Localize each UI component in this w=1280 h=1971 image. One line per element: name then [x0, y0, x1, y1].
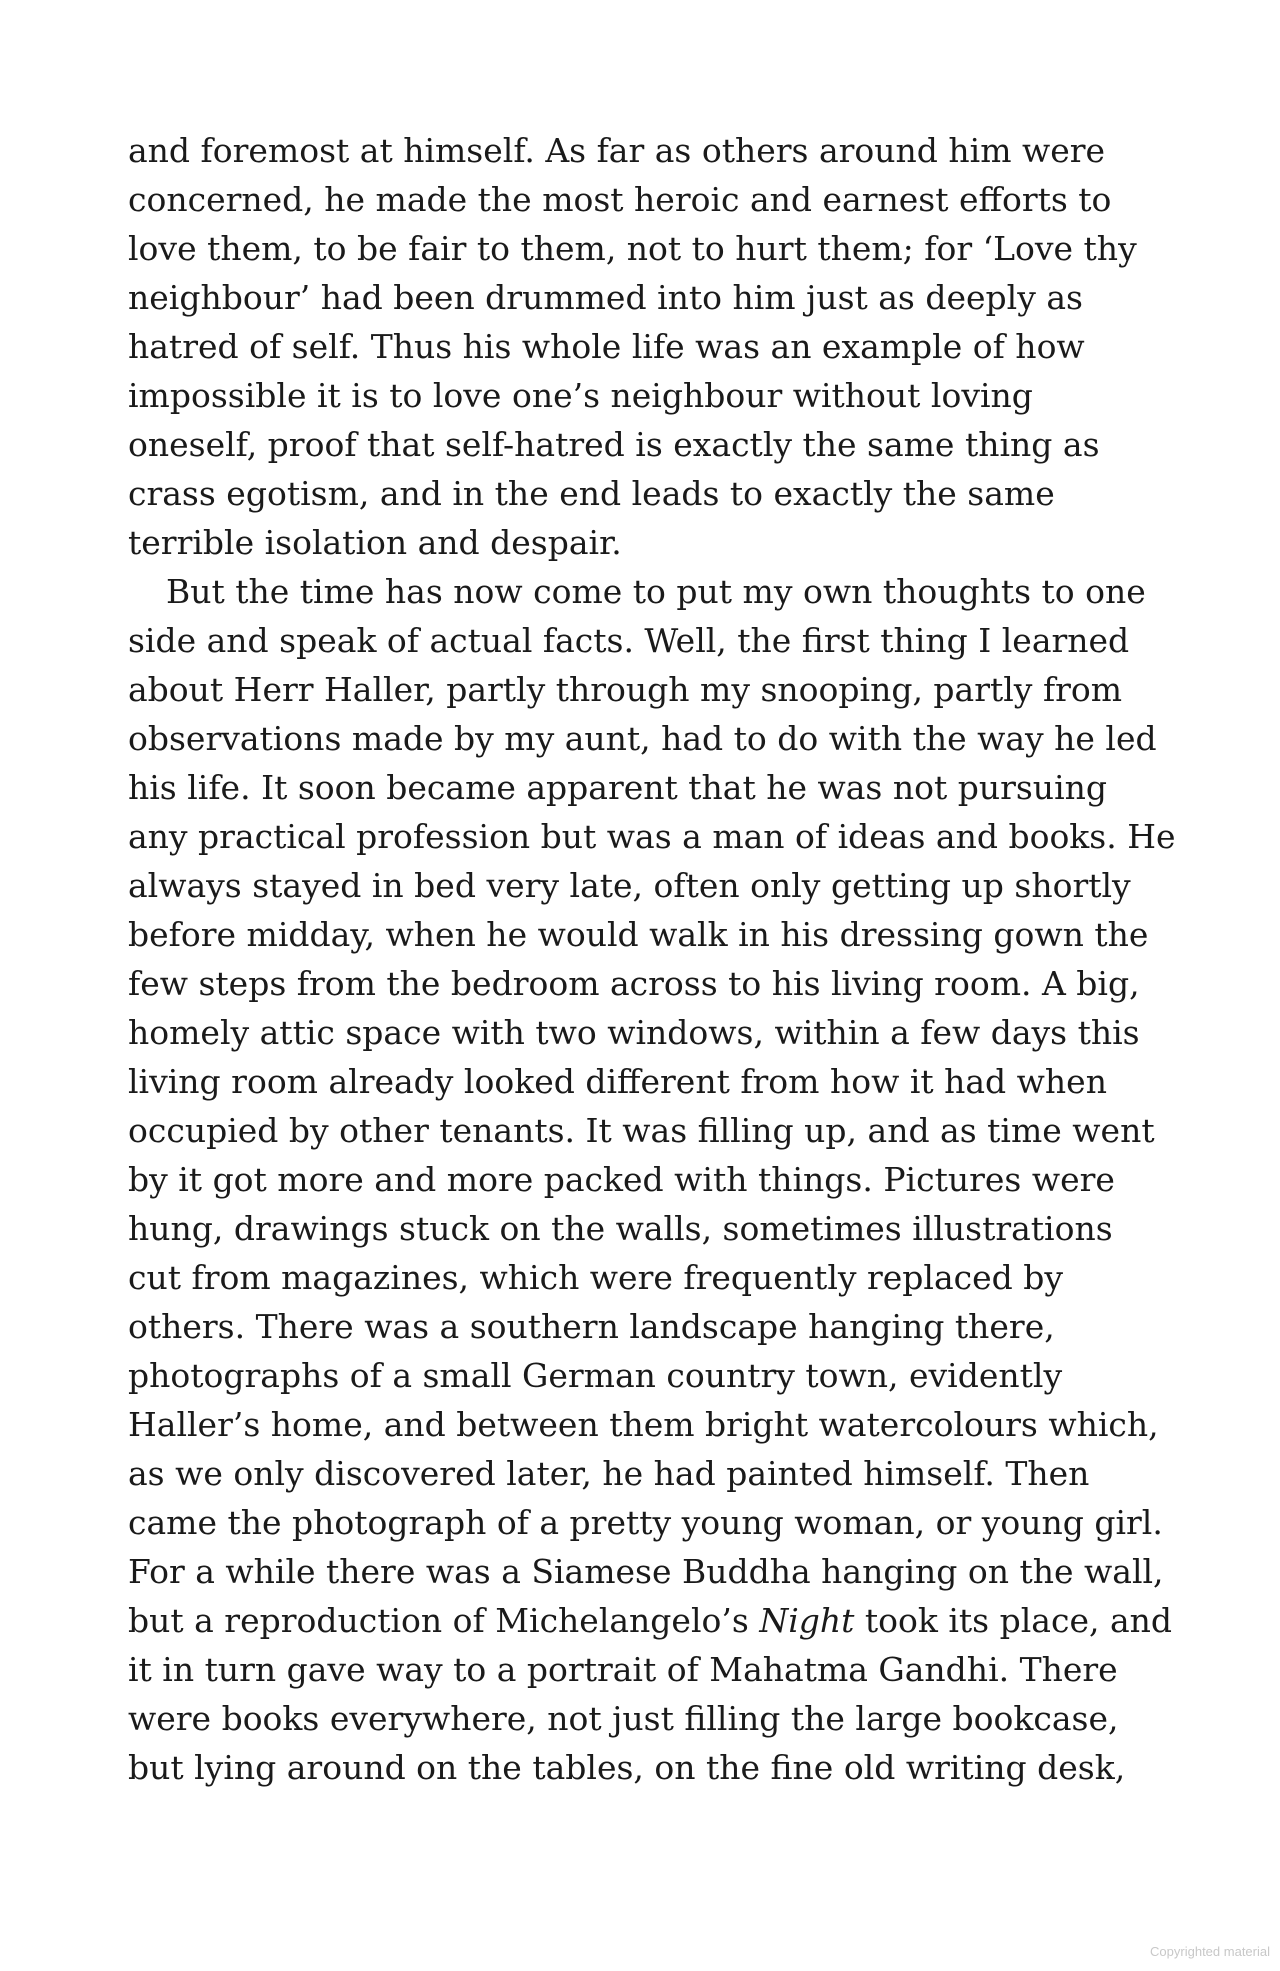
text-line: terrible isolation and despair. — [128, 523, 622, 562]
text-line: about Herr Haller, partly through my snooping, partly from — [128, 670, 1123, 709]
text-line-with-italic-title — [128, 1596, 1208, 1645]
text-line: hatred of self. Thus his whole life was an example of how — [128, 327, 1085, 366]
text-line: crass egotism, and in the end leads to exactly the same — [128, 474, 1055, 513]
artwork-title-italic: Night — [759, 1601, 855, 1640]
text-line: his life. It soon became apparent that he was not pursuing — [128, 768, 1107, 807]
text-line: For a while there was a Siamese Buddha hanging on the wall, — [128, 1552, 1164, 1591]
text-line: before midday, when he would walk in his dressing gown the — [128, 915, 1149, 954]
text-line: and foremost at himself. As far as others around him were — [128, 131, 1106, 170]
paragraph-start-line: But the time has now come to put my own thoughts to one — [166, 572, 1146, 611]
text-line: hung, drawings stuck on the walls, sometimes illustrations — [128, 1209, 1113, 1248]
text-line: any practical profession but was a man of ideas and books. He — [128, 817, 1176, 856]
text-line: homely attic space with two windows, within a few days this — [128, 1013, 1140, 1052]
text-line: neighbour’ had been drummed into him just as deeply as — [128, 278, 1083, 317]
text-line: as we only discovered later, he had painted himself. Then — [128, 1454, 1090, 1493]
text-line: Haller’s home, and between them bright watercolours which, — [128, 1405, 1159, 1444]
body-text — [128, 126, 1208, 1792]
text-line: by it got more and more packed with things. Pictures were — [128, 1160, 1115, 1199]
text-line: oneself, proof that self-hatred is exactly the same thing as — [128, 425, 1100, 464]
text-line: but lying around on the tables, on the fine old writing desk, — [128, 1748, 1126, 1787]
text-line: concerned, he made the most heroic and earnest efforts to — [128, 180, 1112, 219]
text-line: others. There was a southern landscape hanging there, — [128, 1307, 1055, 1346]
copyright-watermark: Copyrighted material — [1150, 1944, 1270, 1959]
text-line: living room already looked different from how it had when — [128, 1062, 1107, 1101]
text-line: were books everywhere, not just filling the large bookcase, — [128, 1699, 1119, 1738]
text-line: occupied by other tenants. It was filling up, and as time went — [128, 1111, 1155, 1150]
text-segment: but a reproduction of Michelangelo’s — [128, 1601, 760, 1640]
text-line: photographs of a small German country town, evidently — [128, 1356, 1063, 1395]
text-line: few steps from the bedroom across to his living room. A big, — [128, 964, 1140, 1003]
text-line: observations made by my aunt, had to do with the way he led — [128, 719, 1157, 758]
text-segment: took its place, and — [854, 1601, 1172, 1640]
text-line: always stayed in bed very late, often only getting up shortly — [128, 866, 1131, 905]
text-line: cut from magazines, which were frequently replaced by — [128, 1258, 1064, 1297]
text-line: came the photograph of a pretty young woman, or young girl. — [128, 1503, 1163, 1542]
text-line: love them, to be fair to them, not to hurt them; for ‘Love thy — [128, 229, 1137, 268]
text-line: impossible it is to love one’s neighbour without loving — [128, 376, 1033, 415]
text-line: side and speak of actual facts. Well, the first thing I learned — [128, 621, 1130, 660]
text-line: it in turn gave way to a portrait of Mahatma Gandhi. There — [128, 1650, 1118, 1689]
